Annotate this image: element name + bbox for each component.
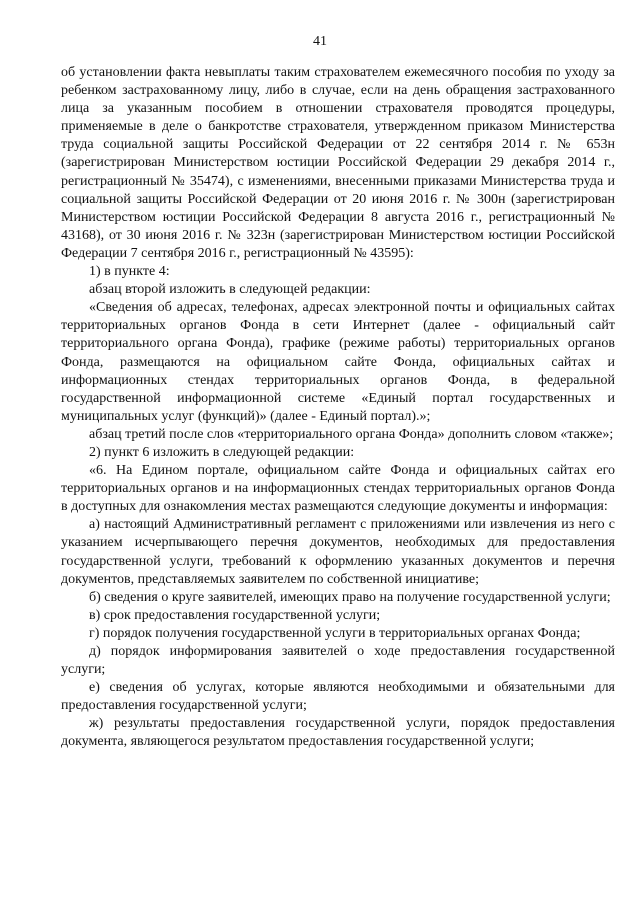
paragraph-subitem-b: б) сведения о круге заявителей, имеющих право на получение государственной услуги;	[89, 589, 611, 605]
page-number: 41	[313, 34, 327, 49]
paragraph-intro: об установлении факта невыплаты таким страхователем ежемесячного пособия по уходу за ребенком застрахованному лицу, либо в случае, если на день обращения застрахованного лица за указанным пособием в отношении страхователя проводятся процедуры, применяемые в деле о банкротстве страхователя, утвержденном приказом Министерства труда социальной защиты Российской Федерации от 22 сентября 2014 г. № 653н (зарегистрирован Министерством юстиции Российской Федерации 29 декабря 2014 г., регистрационный № 35474), с изменениями, внесенными приказами Министерства труда и социальной защиты Российской Федерации от 20 июня 2016 г. № 300н (зарегистрирован Министерством юстиции Российской Федерации 8 августа 2016 г., регистрационный № 43168), от 30 июня 2016 г. № 323н (зарегистрирован Министерством юстиции Российской Федерации 7 сентября 2016 г., регистрационный № 43595):	[61, 65, 615, 261]
document-body	[61, 64, 615, 752]
paragraph-item-2: 2) пункт 6 изложить в следующей редакции:	[89, 444, 355, 460]
paragraph-quote-info: «Сведения об адресах, телефонах, адресах электронной почты и официальных сайтах территориальных органов Фонда в сети Интернет (далее - официальный сайт территориального органа Фонда), графике (режиме работы) территориальных органов Фонда, размещаются на официальном сайте Фонда, официальных сайтах и информационных стендах территориальных органов Фонда, в федеральной государственной информационной системе «Единый портал государственных и муниципальных услуг (функций)» (далее - Единый портал).»;	[61, 300, 615, 424]
paragraph-abzac-2: абзац второй изложить в следующей редакции:	[89, 282, 371, 298]
paragraph-subitem-g: г) порядок получения государственной услуги в территориальных органах Фонда;	[89, 625, 581, 641]
paragraph-point-6: «6. На Едином портале, официальном сайте Фонда и официальных сайтах его территориальных органов и на информационных стендах территориальных органов Фонда в доступных для ознакомления местах размещаются следующие документы и информация:	[61, 463, 615, 515]
paragraph-subitem-v: в) срок предоставления государственной услуги;	[89, 607, 381, 623]
paragraph-subitem-zh: ж) результаты предоставления государственной услуги, порядок предоставления документа, являющегося результатом предоставления государственной услуги;	[61, 716, 615, 750]
paragraph-subitem-a: а) настоящий Административный регламент с приложениями или извлечения из него с указанием исчерпывающего перечня документов, необходимых для предоставления государственной услуги, требований к оформлению указанных документов и перечня документов, представляемых заявителем по собственной инициативе;	[61, 517, 615, 587]
paragraph-subitem-d: д) порядок информирования заявителей о ходе предоставления государственной услуги;	[61, 644, 615, 678]
paragraph-abzac-3: абзац третий после слов «территориального органа Фонда» дополнить словом «также»;	[89, 426, 614, 442]
paragraph-item-1: 1) в пункте 4:	[89, 264, 170, 280]
paragraph-subitem-e: е) сведения об услугах, которые являются необходимыми и обязательными для предоставления государственной услуги;	[61, 680, 615, 714]
